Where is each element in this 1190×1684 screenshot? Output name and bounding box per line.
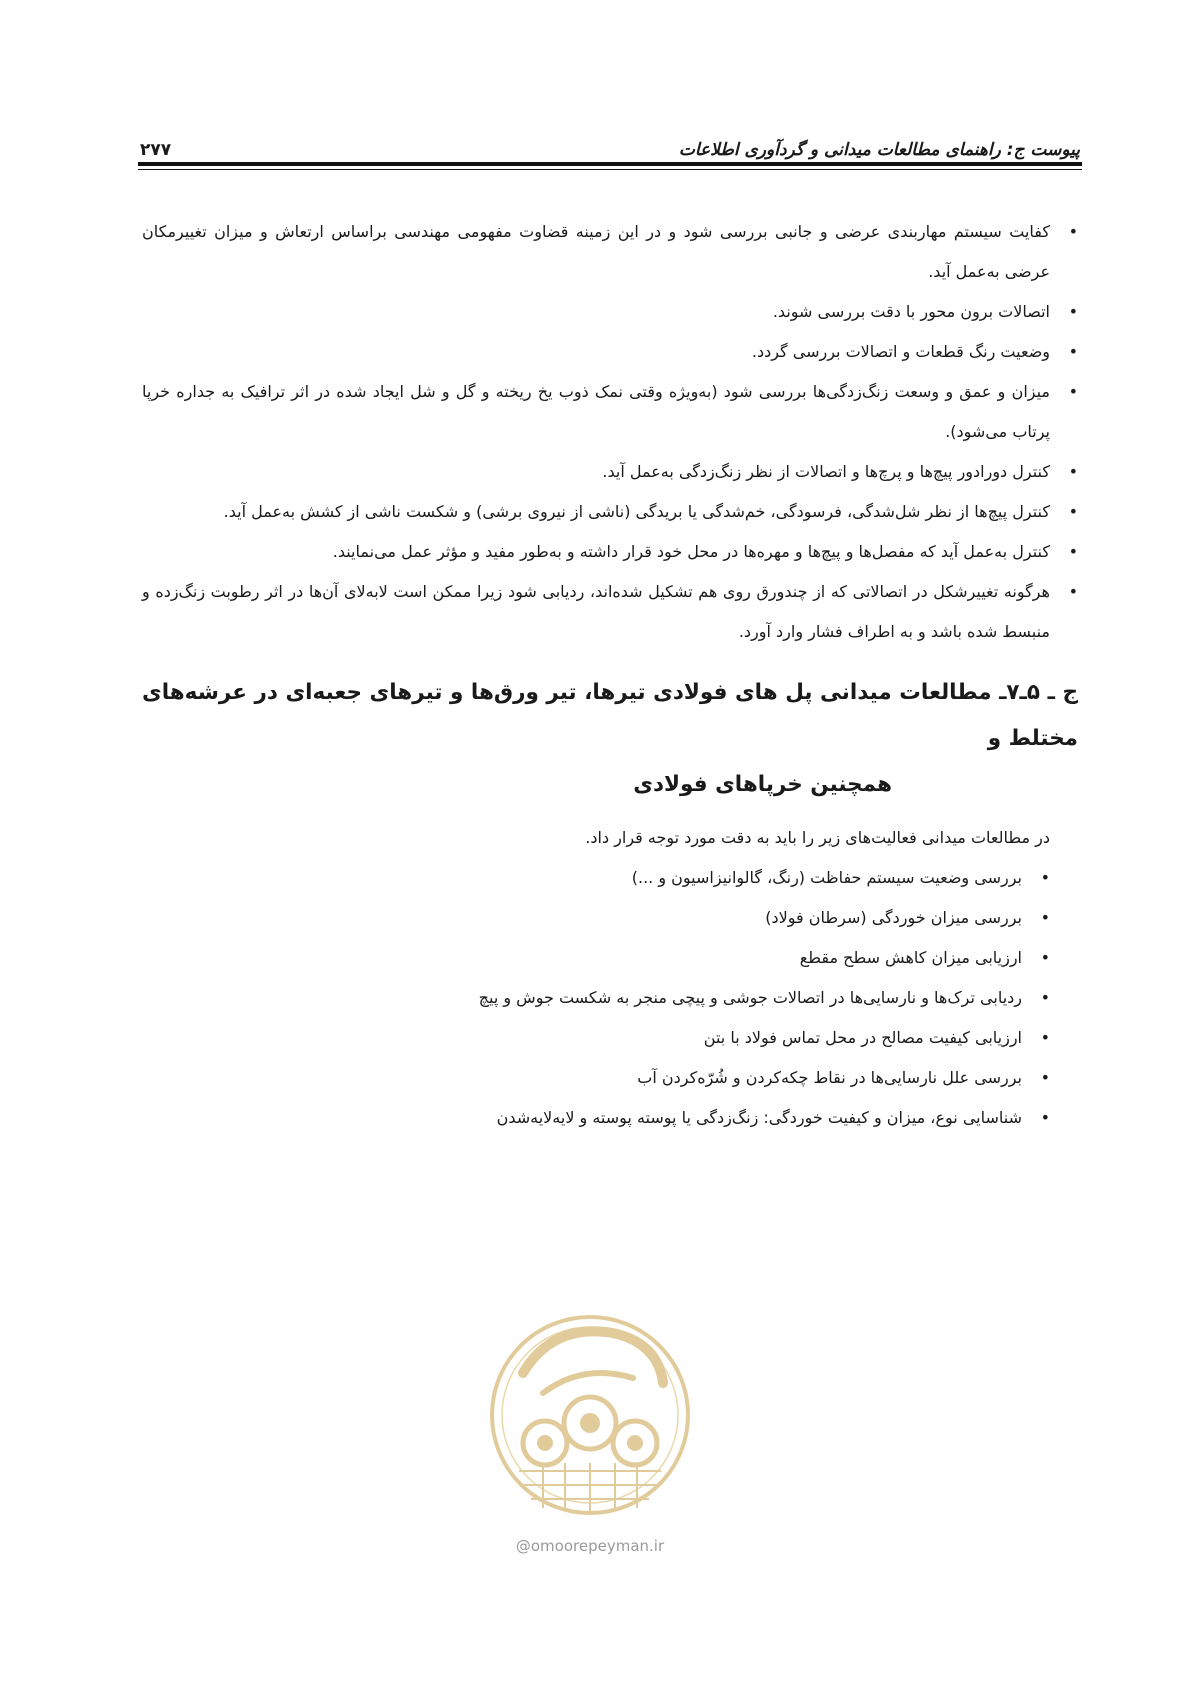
list-item: • شناسایی نوع، میزان و کیفیت خوردگی: زنگ‌زدگی یا پوسته پوسته و لایه‌لایه‌شدن	[142, 1098, 1050, 1138]
list-item: • بررسی وضعیت سیستم حفاظت (رنگ، گالوانیزاسیون و ...)	[142, 858, 1050, 898]
page-number: ۲۷۷	[140, 140, 172, 160]
bullet-icon: •	[1068, 222, 1078, 241]
list-item: • کنترل دورادور پیچ‌ها و پرچ‌ها و اتصالات از نظر زنگ‌زدگی به‌عمل آید.	[142, 452, 1078, 492]
running-title: پیوست ج: راهنمای مطالعات میدانی و گردآوری اطلاعات	[678, 140, 1080, 160]
bullet-icon: •	[1068, 342, 1078, 361]
list-item: • کنترل به‌عمل آید که مفصل‌ها و پیچ‌ها و مهره‌ها در محل خود قرار داشته و به‌طور مفید و مؤثر عمل می‌نمایند.	[142, 532, 1078, 572]
bullet-icon: •	[1068, 382, 1078, 401]
bullet-icon: •	[1068, 542, 1078, 561]
list-item: • کنترل پیچ‌ها از نظر شل‌شدگی، فرسودگی، خم‌شدگی یا بریدگی (ناشی از نیروی برشی) و شکست ناشی از کشش به‌عمل آید.	[142, 492, 1078, 532]
list-item: • بررسی علل نارسایی‌ها در نقاط چکه‌کردن و شُرّه‌کردن آب	[142, 1058, 1050, 1098]
list-item: • بررسی میزان خوردگی (سرطان فولاد)	[142, 898, 1050, 938]
section-intro: در مطالعات میدانی فعالیت‌های زیر را باید به دقت مورد توجه قرار داد.	[585, 828, 1050, 847]
bullet-icon: •	[1040, 1028, 1050, 1047]
bullet-icon: •	[1068, 462, 1078, 481]
bullet-icon: •	[1068, 302, 1078, 321]
header-rule-thick	[138, 162, 1082, 166]
bullet-icon: •	[1040, 1108, 1050, 1127]
list-item: • کفایت سیستم مهاربندی عرضی و جانبی بررسی شود و در این زمینه قضاوت مفهومی مهندسی براساس ارتعاش و میزان تغییرمکان عرضی به‌عمل آید.	[142, 212, 1078, 292]
bullet-icon: •	[1040, 948, 1050, 967]
page-body	[142, 212, 1078, 1138]
list-item: • ارزیابی میزان کاهش سطح مقطع	[142, 938, 1050, 978]
list-item: • میزان و عمق و وسعت زنگ‌زدگی‌ها بررسی شود (به‌ویژه وقتی نمک ذوب یخ ریخته و گل و شل ایجاد شده در اثر ترافیک به جداره خرپا پرتاب می‌شود).	[142, 372, 1078, 452]
list-item: • هرگونه تغییرشکل در اتصالاتی که از چندورق روی هم تشکیل شده‌اند، ردیابی شود زیرا ممکن است لابه‌لای آن‌ها در اثر رطوبت زنگ‌زده و منبسط شده باشد و به اطراف فشار وارد آورد.	[142, 572, 1078, 652]
omoorepeyman-logo-icon	[483, 1303, 697, 1533]
header-rule-thin	[138, 169, 1082, 170]
inspection-checklist	[142, 212, 1078, 652]
bullet-icon: •	[1040, 1068, 1050, 1087]
list-item: • ردیابی ترک‌ها و نارسایی‌ها در اتصالات جوشی و پیچی منجر به شکست جوش و پیچ	[142, 978, 1050, 1018]
list-item: • ارزیابی کیفیت مصالح در محل تماس فولاد با بتن	[142, 1018, 1050, 1058]
page-header	[140, 126, 1080, 160]
section-heading	[142, 670, 1078, 808]
bullet-icon: •	[1040, 868, 1050, 887]
bullet-icon: •	[1040, 988, 1050, 1007]
section-heading-line1: ج ـ ۵ـ۷ـ مطالعات میدانی پل های فولادی تیرها، تیر ورق‌ها و تیرهای جعبه‌ای در عرشه‌های مختلط و	[142, 680, 1078, 751]
list-item: • وضعیت رنگ قطعات و اتصالات بررسی گردد.	[142, 332, 1078, 372]
section-heading-line2: همچنین خرپاهای فولادی	[633, 772, 892, 797]
list-item: • اتصالات برون محور با دقت بررسی شوند.	[142, 292, 1078, 332]
bullet-icon: •	[1068, 502, 1078, 521]
activity-list	[142, 858, 1050, 1138]
logo-watermark: @omoorepeyman.ir	[515, 1537, 665, 1555]
publisher-logo	[483, 1303, 697, 1563]
bullet-icon: •	[1040, 908, 1050, 927]
bullet-icon: •	[1068, 582, 1078, 601]
